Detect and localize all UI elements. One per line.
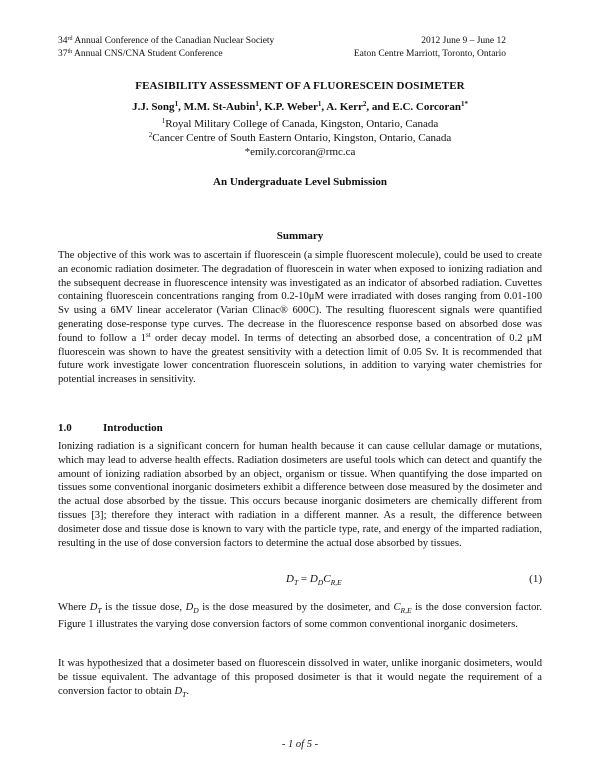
equation-body: $D_T = D_DC_{R,E}$	[286, 573, 342, 588]
summary-paragraph: The objective of this work was to ascertain if fluorescein (a simple fluorescent molecule), could be used to create an economic radiation dosimeter. The degradation of fluorescein in water when exposed to ionizing radiation and the subsequent decrease in fluorescence intensity was investigated as an indicator of absorbed radiation. Cuvettes containing fluorescein concentrations ranging from 0.2-10μM were irradiated with doses ranging from 0.01-100 Sv using a 6MV linear accelerator (Varian Clinac® 600C). The resulting fluorescent signals were quantified generating dose-response type curves. The decrease in the fluorescence response based on absorbed dose was found to follow a 1st order decay model. In terms of detecting an absorbed dose, a concentration of 0.2 μM fluorescein was shown to have the greatest sensitivity with a detection limit of 0.05 Sv. It is recommended that future work investigate lower concentration fluorescein solutions, in addition to varying water chemistries for potential increases in sensitivity.	[58, 250, 542, 386]
equation-1	[58, 573, 542, 589]
affiliation-2: $^2$Cancer Centre of South Eastern Ontario, Kingston, Ontario, Canada	[148, 131, 452, 144]
introduction-paragraph-3: It was hypothesized that a dosimeter based on fluorescein dissolved in water, unlike inorganic dosimeters, would be tissue equivalent. The advantage of this proposed dosimeter is that it would negate the requirement of a conversion factor to obtain $D_T$.	[58, 658, 542, 699]
paper-title: FEASIBILITY ASSESSMENT OF A FLUORESCEIN DOSIMETER	[135, 80, 465, 92]
affiliation-1: $^1$Royal Military College of Canada, Kingston, Ontario, Canada	[161, 117, 439, 130]
summary-heading: Summary	[276, 230, 324, 242]
author-list: J.J. Song$^1$, M.M. St-Aubin$^1$, K.P. Weber$^1$, A. Kerr$^2$, and E.C. Corcoran$^{1*}$	[132, 100, 468, 113]
header-venue: Eaton Centre Marriott, Toronto, Ontario	[353, 48, 506, 59]
header-conference	[58, 35, 274, 60]
corresponding-email[interactable]: *emily.corcoran@rmc.ca	[244, 146, 356, 158]
header-conference-line2: 37th Annual CNS/CNA Student Conference	[58, 48, 223, 59]
introduction-paragraph-2: Where $D_T$ is the tissue dose, $D_D$ is the dose measured by the dosimeter, and $C_{R,E}$ is the dose conversion factor. Figure 1 illustrates the varying dose conversion factors of some common conventional inorganic dosimeters.	[58, 602, 542, 630]
section-heading-introduction	[58, 422, 163, 434]
header-date: 2012 June 9 – June 12	[421, 36, 506, 46]
header-date-venue	[354, 35, 506, 60]
section-number: 1.0	[58, 422, 72, 434]
submission-type: An Undergraduate Level Submission	[213, 176, 387, 188]
section-title: Introduction	[103, 422, 163, 434]
header-conference-line1: 34rd Annual Conference of the Canadian Nuclear Society	[58, 36, 275, 46]
page-number: - 1 of 5 -	[281, 739, 319, 750]
introduction-paragraph-1: Ionizing radiation is a significant concern for human health because it can cause cellular damage or mutations, which may lead to adverse health effects. Radiation dosimeters are useful tools which can detect and quantify the amount of ionizing radiation absorbed by an object, organism or tissue. When quantifying the dose imparted on tissues some conventional inorganic dosimeters exhibit a difference between dose measured by the dosimeter and the actual dose absorbed by the tissue. This occurs because inorganic dosimeters are chemically different from tissues [3]; therefore they interact with radiation in a different manner. As a result, the difference between dosimeter dose and tissue dose is known to vary with the particle type, rate, and energy of the imparted radiation, resulting in the use of dose conversion factors to determine the actual dose absorbed by tissues.	[58, 441, 542, 549]
equation-number: (1)	[529, 573, 542, 585]
